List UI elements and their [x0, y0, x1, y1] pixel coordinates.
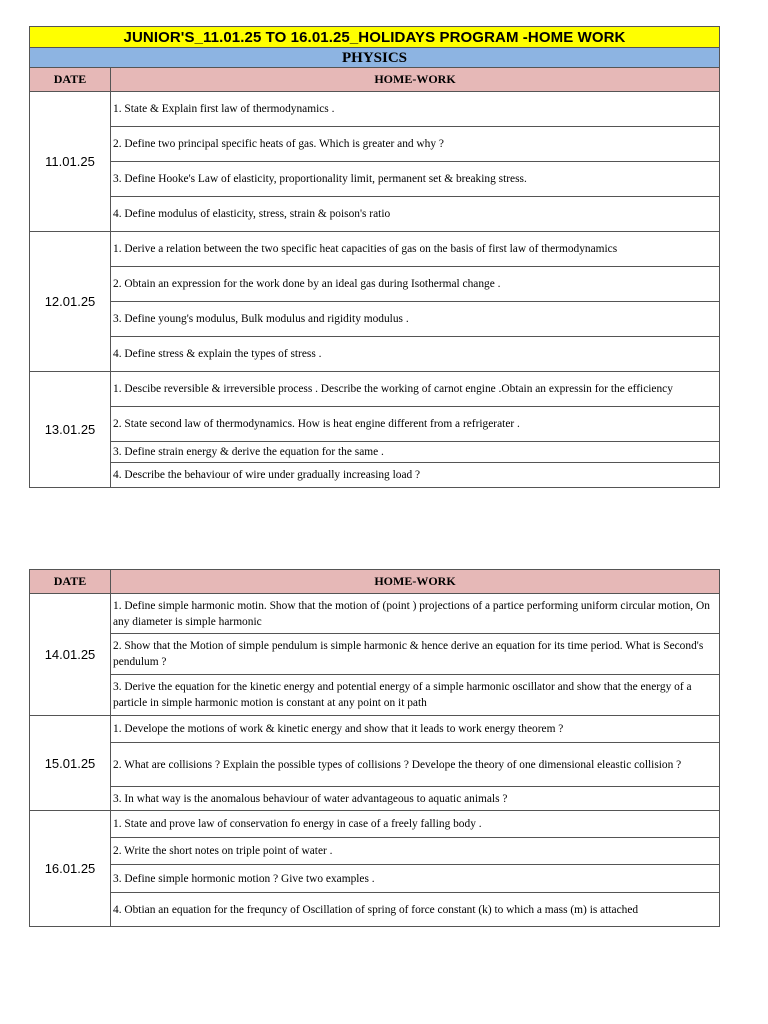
- table-row: [30, 634, 720, 675]
- homework-item: 1. State and prove law of conservation fo energy in case of a freely falling body .: [111, 811, 720, 838]
- table-row: [30, 267, 720, 302]
- homework-item: 3. Define young's modulus, Bulk modulus and rigidity modulus .: [111, 302, 720, 337]
- date-cell: 16.01.25: [30, 811, 111, 927]
- homework-header: HOME-WORK: [111, 68, 720, 92]
- table-row: [30, 743, 720, 787]
- table-row: [30, 811, 720, 838]
- date-header: DATE: [30, 68, 111, 92]
- table-row: [30, 337, 720, 372]
- page-title: JUNIOR'S_11.01.25 TO 16.01.25_HOLIDAYS PROGRAM -HOME WORK: [30, 27, 720, 48]
- table-row: [30, 865, 720, 893]
- homework-item: 1. Define simple harmonic motin. Show that the motion of (point ) projections of a partice performing uniform circular motion, On any diameter is simple harmonic: [111, 594, 720, 634]
- date-cell: 11.01.25: [30, 92, 111, 232]
- homework-item: 4. Obtian an equation for the frequncy of Oscillation of spring of force constant (k) to which a mass (m) is attached: [111, 893, 720, 927]
- homework-table-1: [29, 26, 720, 488]
- table-row: [30, 162, 720, 197]
- table-row: [30, 463, 720, 488]
- table-row: [30, 197, 720, 232]
- homework-table-2: [29, 569, 720, 927]
- homework-item: 1. State & Explain first law of thermodynamics .: [111, 92, 720, 127]
- date-cell: 13.01.25: [30, 372, 111, 488]
- table-row: [30, 787, 720, 811]
- header-row: [30, 68, 720, 92]
- homework-item: 3. In what way is the anomalous behaviour of water advantageous to aquatic animals ?: [111, 787, 720, 811]
- date-cell: 15.01.25: [30, 716, 111, 811]
- date-cell: 14.01.25: [30, 594, 111, 716]
- table-row: [30, 232, 720, 267]
- date-header: DATE: [30, 570, 111, 594]
- header-row: [30, 570, 720, 594]
- homework-item: 2. Show that the Motion of simple pendulum is simple harmonic & hence derive an equation for its time period. What is Second's pendulum ?: [111, 634, 720, 675]
- homework-item: 1. Derive a relation between the two specific heat capacities of gas on the basis of first law of thermodynamics: [111, 232, 720, 267]
- table-row: [30, 594, 720, 634]
- homework-item: 1. Develope the motions of work & kinetic energy and show that it leads to work energy theorem ?: [111, 716, 720, 743]
- table-row: [30, 716, 720, 743]
- homework-header: HOME-WORK: [111, 570, 720, 594]
- table-row: [30, 442, 720, 463]
- homework-item: 3. Derive the equation for the kinetic energy and potential energy of a simple harmonic oscillator and show that the energy of a particle in simple harmonic motion is constant at any point on it path: [111, 675, 720, 716]
- table-row: [30, 407, 720, 442]
- table-row: [30, 838, 720, 865]
- homework-item: 2. State second law of thermodynamics. How is heat engine different from a refrigerater .: [111, 407, 720, 442]
- subject-title: PHYSICS: [30, 48, 720, 68]
- table-row: [30, 372, 720, 407]
- table-row: [30, 893, 720, 927]
- date-cell: 12.01.25: [30, 232, 111, 372]
- table-row: [30, 92, 720, 127]
- homework-item: 2. Define two principal specific heats of gas. Which is greater and why ?: [111, 127, 720, 162]
- homework-item: 4. Define stress & explain the types of stress .: [111, 337, 720, 372]
- table-row: [30, 302, 720, 337]
- homework-item: 2. What are collisions ? Explain the possible types of collisions ? Develope the theory of one dimensional eleastic collision ?: [111, 743, 720, 787]
- homework-item: 2. Write the short notes on triple point of water .: [111, 838, 720, 865]
- homework-item: 4. Define modulus of elasticity, stress, strain & poison's ratio: [111, 197, 720, 232]
- homework-item: 3. Define simple hormonic motion ? Give two examples .: [111, 865, 720, 893]
- table-row: [30, 675, 720, 716]
- homework-item: 3. Define Hooke's Law of elasticity, proportionality limit, permanent set & breaking stress.: [111, 162, 720, 197]
- homework-item: 1. Descibe reversible & irreversible process . Describe the working of carnot engine .Obtain an expressin for the efficiency: [111, 372, 720, 407]
- subject-row: [30, 48, 720, 68]
- homework-item: 3. Define strain energy & derive the equation for the same .: [111, 442, 720, 463]
- table-row: [30, 127, 720, 162]
- homework-item: 2. Obtain an expression for the work done by an ideal gas during Isothermal change .: [111, 267, 720, 302]
- homework-item: 4. Describe the behaviour of wire under gradually increasing load ?: [111, 463, 720, 488]
- title-row: [30, 27, 720, 48]
